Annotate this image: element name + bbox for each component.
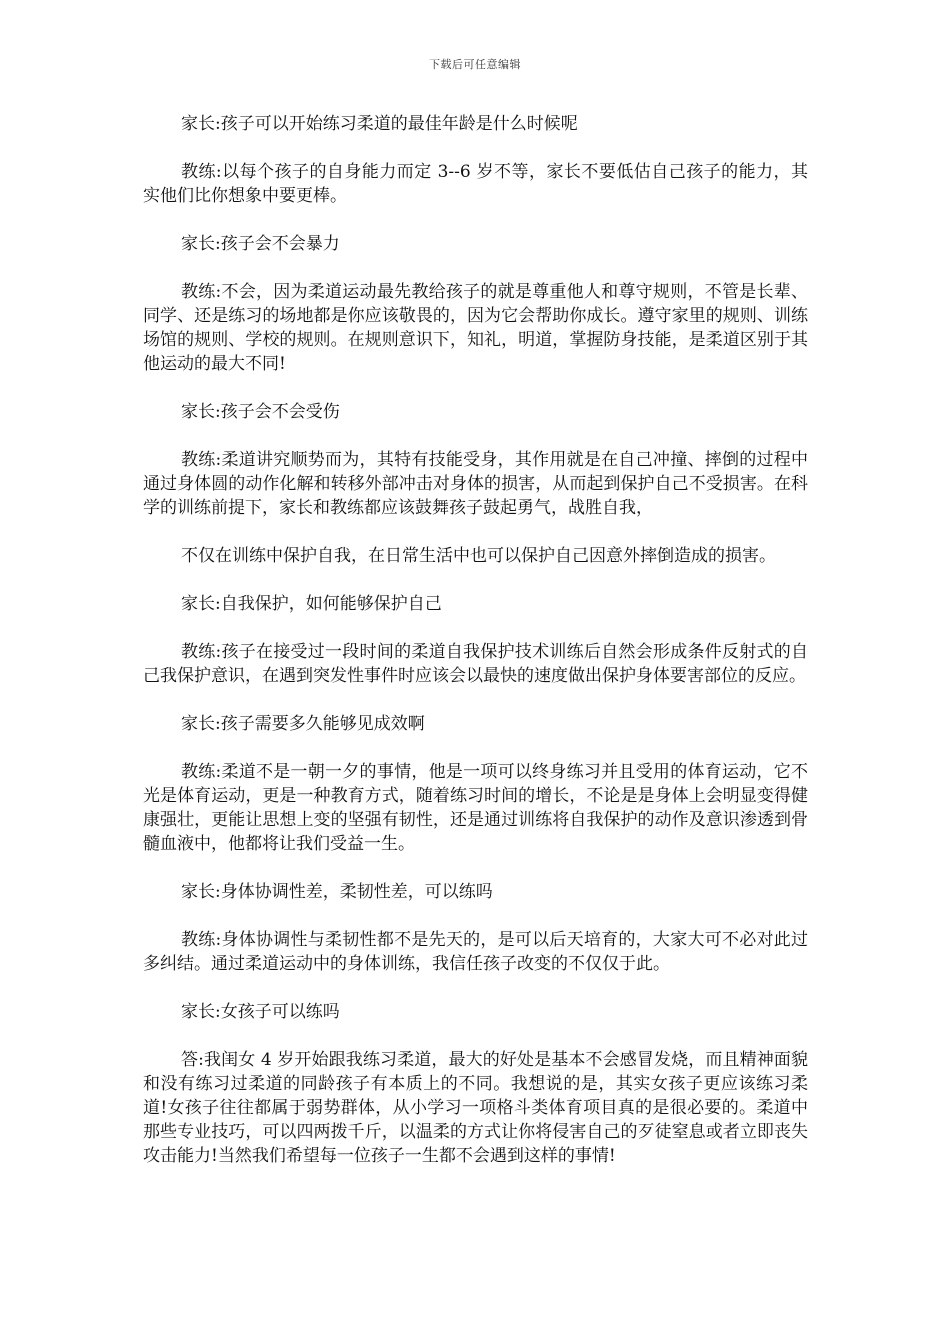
paragraph-parent-question: 家长:孩子需要多久能够见成效啊 bbox=[181, 714, 425, 734]
paragraph-parent-question: 家长:身体协调性差，柔韧性差，可以练吗 bbox=[181, 882, 493, 902]
paragraph-parent-question: 家长:孩子可以开始练习柔道的最佳年龄是什么时候呢 bbox=[181, 114, 578, 134]
paragraph-coach-answer: 教练:柔道讲究顺势而为，其特有技能受身，其作用就是在自己冲撞、摔倒的过程中通过身体圆的动作化解和转移外部冲击对身体的损害，从而起到保护自己不受损害。在科学的训练前提下，家长和教练都应该鼓舞孩子鼓起勇气，战胜自我， bbox=[143, 450, 808, 518]
paragraph-continuation: 不仅在训练中保护自我，在日常生活中也可以保护自己因意外摔倒造成的损害。 bbox=[181, 546, 776, 566]
paragraph-answer: 答:我闺女 4 岁开始跟我练习柔道，最大的好处是基本不会感冒发烧，而且精神面貌和没有练习过柔道的同龄孩子有本质上的不同。我想说的是，其实女孩子更应该练习柔道!女孩子往往都属于弱势群体，从小学习一项格斗类体育项目真的是很必要的。柔道中那些专业技巧，可以四两拨千斤，以温柔的方式让你将侵害自己的歹徒窒息或者立即丧失攻击能力!当然我们希望每一位孩子一生都不会遇到这样的事情! bbox=[143, 1050, 808, 1166]
paragraph-parent-question: 家长:女孩子可以练吗 bbox=[181, 1002, 340, 1022]
paragraph-coach-answer: 教练:身体协调性与柔韧性都不是先天的，是可以后天培育的，大家大可不必对此过多纠结。通过柔道运动中的身体训练，我信任孩子改变的不仅仅于此。 bbox=[143, 930, 808, 974]
paragraph-parent-question: 家长:自我保护，如何能够保护自己 bbox=[181, 594, 442, 614]
paragraph-parent-question: 家长:孩子会不会暴力 bbox=[181, 234, 340, 254]
paragraph-coach-answer: 教练:孩子在接受过一段时间的柔道自我保护技术训练后自然会形成条件反射式的自己我保护意识，在遇到突发性事件时应该会以最快的速度做出保护身体要害部位的反应。 bbox=[143, 642, 808, 686]
document-body bbox=[143, 112, 808, 1192]
paragraph-coach-answer: 教练:以每个孩子的自身能力而定 3--6 岁不等，家长不要低估自己孩子的能力，其实他们比你想象中要更棒。 bbox=[143, 162, 808, 206]
paragraph-coach-answer: 教练:柔道不是一朝一夕的事情，他是一项可以终身练习并且受用的体育运动，它不光是体育运动，更是一种教育方式，随着练习时间的增长，不论是是身体上会明显变得健康强壮，更能让思想上变的坚强有韧性，还是通过训练将自我保护的动作及意识渗透到骨髓血液中，他都将让我们受益一生。 bbox=[143, 762, 808, 854]
page-header: 下载后可任意编辑 bbox=[429, 58, 521, 71]
paragraph-parent-question: 家长:孩子会不会受伤 bbox=[181, 402, 340, 422]
paragraph-coach-answer: 教练:不会，因为柔道运动最先教给孩子的就是尊重他人和尊守规则，不管是长辈、同学、还是练习的场地都是你应该敬畏的，因为它会帮助你成长。遵守家里的规则、训练场馆的规则、学校的规则。在规则意识下，知礼，明道，掌握防身技能，是柔道区别于其他运动的最大不同! bbox=[143, 282, 808, 374]
